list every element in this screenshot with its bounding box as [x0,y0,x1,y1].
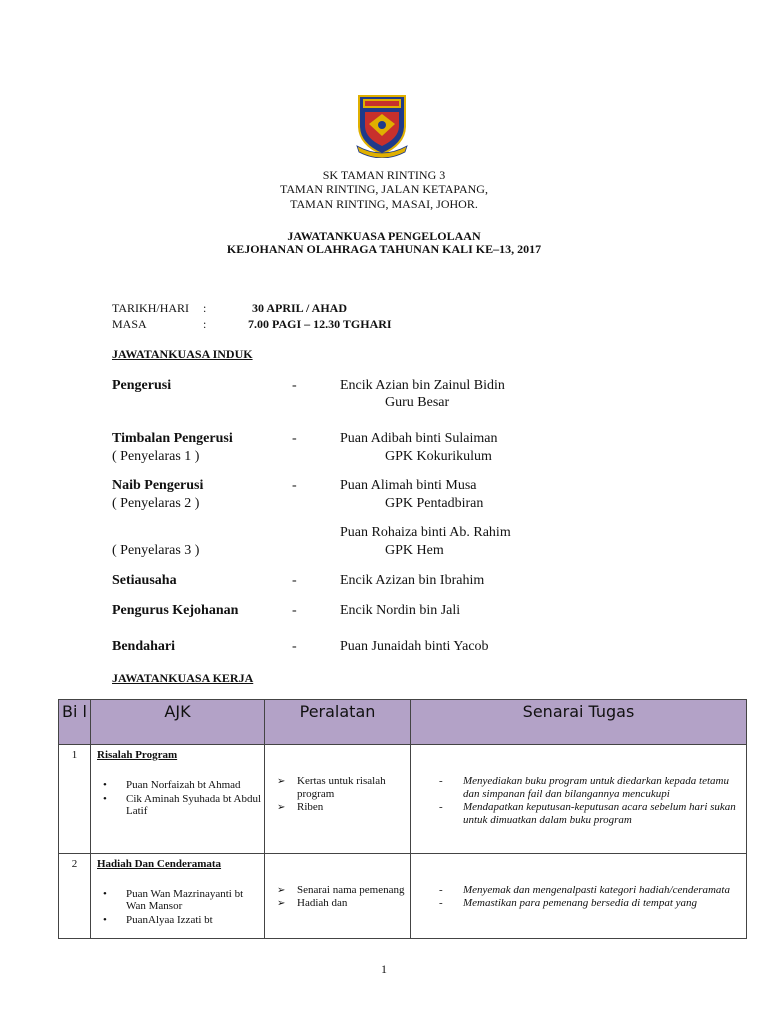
date-colon: : [203,301,207,315]
equipment-cell [265,745,411,854]
manager-dash: - [292,603,297,618]
time-label: MASA [112,317,147,331]
table-row [59,745,747,854]
deputy-chair-role: Naib Pengerusi [112,478,204,493]
list-item: • Puan Wan Mazrinayanti bt Wan Mansor [91,888,264,912]
list-item: ➢ Kertas untuk risalah program [265,775,410,801]
secretary-dash: - [292,573,297,588]
tasks-cell [411,854,747,939]
row-number: 1 [59,745,91,854]
time-value: 7.00 PAGI – 12.30 TGHARI [248,317,392,331]
main-committee-heading: JAWATANKUASA INDUK [112,347,253,361]
document-title-1: JAWATANKUASA PENGELOLAAN [287,229,481,243]
manager-role: Pengurus Kejohanan [112,603,239,618]
column-header-ajk: AJK [91,700,265,745]
treasurer-name: Puan Junaidah binti Yacob [340,639,489,654]
column-header-tasks: Senarai Tugas [411,700,747,745]
deputy-chair-name: Puan Alimah binti Musa [340,478,477,493]
address-line-2: TAMAN RINTING, MASAI, JOHOR. [290,197,478,211]
work-committee-heading: JAWATANKUASA KERJA [112,671,254,685]
chair-role: Pengerusi [112,378,172,393]
table-header-row [59,700,747,745]
chair-dash: - [292,378,297,393]
secretary-role: Setiausaha [112,573,177,588]
list-item: • Puan Norfaizah bt Ahmad [91,779,264,791]
deputy-chair-post: GPK Pentadbiran [385,496,484,511]
list-item: • Cik Aminah Syuhada bt Abdul Latif [91,793,264,817]
table-row [59,854,747,939]
vice-chair-name: Puan Adibah binti Sulaiman [340,431,498,446]
coordinator-3-label: ( Penyelaras 3 ) [112,543,200,558]
list-item: ➢ Riben [265,801,410,814]
date-value: 30 APRIL / AHAD [252,301,348,315]
school-crest-logo [355,92,409,158]
column-header-equipment: Peralatan [265,700,411,745]
vice-chair-dash: - [292,431,297,446]
row-number: 2 [59,854,91,939]
tasks-cell [411,745,747,854]
treasurer-role: Bendahari [112,639,176,654]
vice-chair-role: Timbalan Pengerusi [112,431,233,446]
manager-name: Encik Nordin bin Jali [340,603,461,618]
list-item: ➢ Hadiah dan [265,897,410,910]
time-colon: : [203,317,207,331]
equipment-cell [265,854,411,939]
column-header-bil: Bi l [59,700,91,745]
secretary-name: Encik Azizan bin Ibrahim [340,573,485,588]
ajk-cell [91,745,265,854]
chair-post: Guru Besar [385,395,450,410]
page-number: 1 [381,962,387,976]
deputy-chair-coordinator: ( Penyelaras 2 ) [112,496,200,511]
date-label: TARIKH/HARI [112,301,190,315]
list-item: - Mendapatkan keputusan-keputusan acara sebelum hari sukan untuk dimuatkan dalam buku program [411,801,746,827]
vice-chair-post: GPK Kokurikulum [385,449,492,464]
vice-chair-coordinator: ( Penyelaras 1 ) [112,449,200,464]
list-item: ➢ Senarai nama pemenang [265,884,410,897]
coordinator-3-name: Puan Rohaiza binti Ab. Rahim [340,525,511,540]
list-item: - Memastikan para pemenang bersedia di tempat yang [411,897,746,910]
deputy-chair-dash: - [292,478,297,493]
list-item: • PuanAlyaa Izzati bt [91,914,264,926]
list-item: - Menyediakan buku program untuk diedarkan kepada tetamu dan simpanan fail dan bilangannya mencukupi [411,775,746,801]
chair-name: Encik Azian bin Zainul Bidin [340,378,505,393]
committee-title: Risalah Program [97,749,178,761]
document-title-2: KEJOHANAN OLAHRAGA TAHUNAN KALI KE–13, 2017 [226,242,542,256]
school-name: SK TAMAN RINTING 3 [322,168,446,182]
list-item: - Menyemak dan mengenalpasti kategori hadiah/cenderamata [411,884,746,897]
committee-title: Hadiah Dan Cenderamata [97,858,222,870]
address-line-1: TAMAN RINTING, JALAN KETAPANG, [280,182,488,196]
ajk-cell [91,854,265,939]
work-committee-table [58,699,747,939]
coordinator-3-post: GPK Hem [385,543,444,558]
treasurer-dash: - [292,639,297,654]
